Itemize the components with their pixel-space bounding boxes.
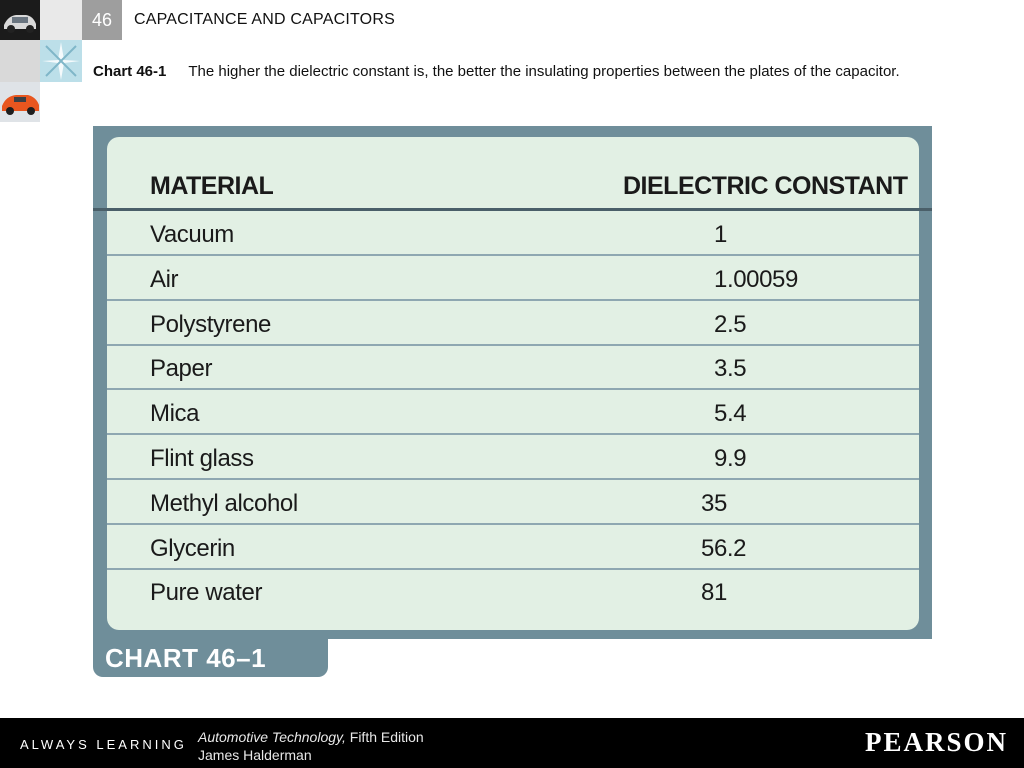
- row-divider: [107, 388, 919, 390]
- footer-bar: [0, 718, 1024, 768]
- material-cell: Vacuum: [150, 221, 234, 248]
- chart-tab-title: CHART 46–1: [105, 643, 267, 673]
- footer-tagline: ALWAYS LEARNING: [20, 737, 187, 752]
- crystal-photo-icon: [40, 40, 82, 82]
- row-divider: [107, 254, 919, 256]
- dielectric-constant-cell: 81: [701, 579, 727, 607]
- caption-label: Chart 46-1: [93, 63, 167, 80]
- dielectric-constant-cell: 5.4: [714, 400, 747, 428]
- publisher-logo: PEARSON: [864, 727, 1008, 757]
- slide-title: CAPACITANCE AND CAPACITORS: [134, 11, 395, 28]
- row-divider: [107, 299, 919, 301]
- row-divider: [107, 433, 919, 435]
- material-cell: Glycerin: [150, 534, 235, 562]
- placeholder-tile: [0, 40, 40, 82]
- dielectric-constant-cell: 1: [714, 221, 727, 248]
- placeholder-tile: [40, 82, 82, 122]
- dielectric-constant-cell: 1.00059: [714, 265, 798, 293]
- material-cell: Flint glass: [150, 445, 254, 472]
- header-divider: [93, 208, 932, 211]
- chart-tab: [93, 639, 328, 677]
- header-image-strip: [0, 0, 82, 122]
- book-edition: Fifth Edition: [349, 729, 424, 745]
- row-divider: [107, 568, 919, 570]
- material-cell: Pure water: [150, 579, 263, 607]
- sports-car-photo-icon: [0, 82, 40, 122]
- placeholder-tile: [40, 0, 82, 40]
- book-credit: [198, 728, 424, 764]
- table-row: [107, 481, 919, 525]
- table-row: [107, 526, 919, 570]
- table-row: [107, 346, 919, 390]
- car-photo-icon: [0, 0, 40, 40]
- material-cell: Mica: [150, 400, 200, 428]
- table-row: [107, 257, 919, 301]
- dielectric-constant-cell: 9.9: [714, 445, 747, 472]
- material-cell: Polystyrene: [150, 310, 271, 338]
- table-row: [107, 391, 919, 435]
- book-title: Automotive Technology,: [198, 729, 346, 745]
- book-author: James Halderman: [198, 747, 312, 763]
- dielectric-constant-cell: 3.5: [714, 355, 747, 383]
- material-cell: Paper: [150, 355, 213, 383]
- column-header-material: MATERIAL: [150, 172, 274, 200]
- dielectric-constant-cell: 56.2: [701, 534, 747, 562]
- chart-caption: [93, 62, 973, 82]
- material-cell: Methyl alcohol: [150, 489, 298, 517]
- table-row: [107, 212, 919, 256]
- dielectric-constant-cell: 2.5: [714, 310, 747, 338]
- slide-number: 46: [82, 0, 122, 40]
- table-row: [107, 570, 919, 614]
- dielectric-constant-cell: 35: [701, 489, 727, 517]
- row-divider: [107, 344, 919, 346]
- table-row: [107, 436, 919, 480]
- caption-text: The higher the dielectric constant is, the better the insulating properties between the plates of the capacitor.: [188, 63, 900, 80]
- material-cell: Air: [150, 265, 179, 293]
- column-header-dielectric-constant: DIELECTRIC CONSTANT: [623, 172, 908, 200]
- row-divider: [107, 478, 919, 480]
- table-row: [107, 302, 919, 346]
- row-divider: [107, 523, 919, 525]
